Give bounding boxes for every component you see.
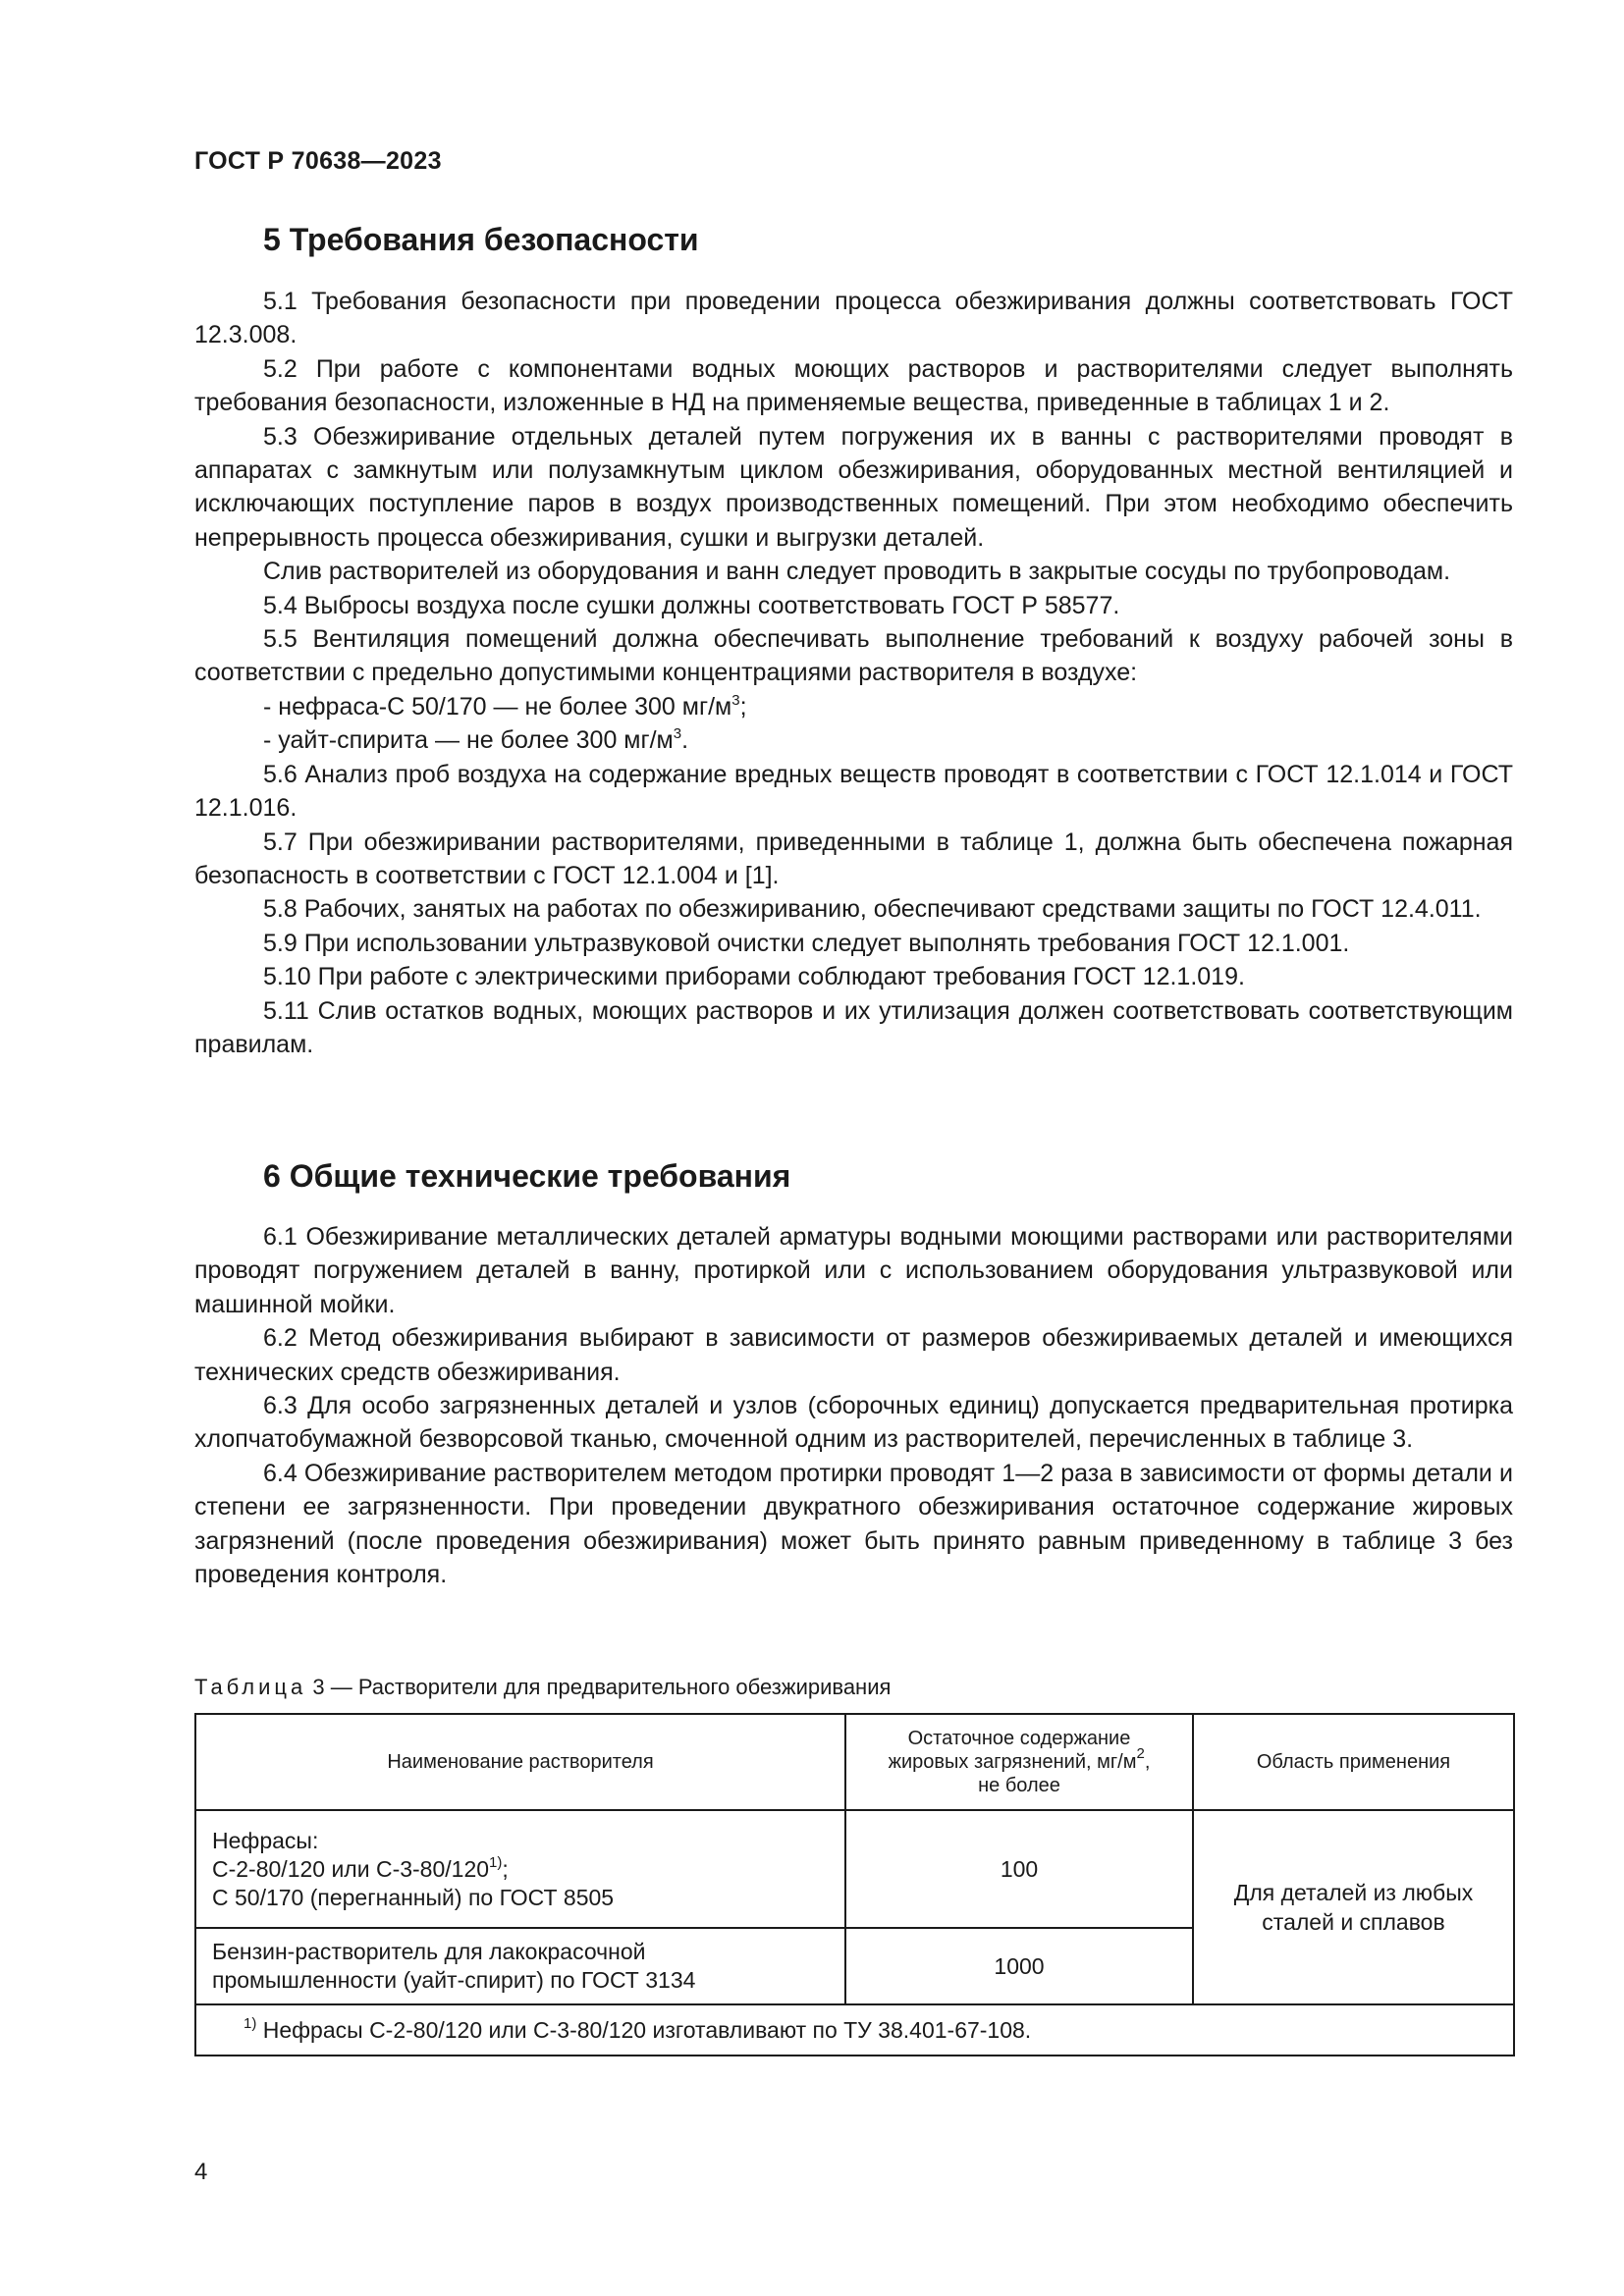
paragraph-5-3-drain: Слив растворителей из оборудования и ванн следует проводить в закрытые сосуды по трубопроводам. xyxy=(263,558,1451,586)
paragraph-5-3: 5.3 Обезжиривание отдельных деталей путем погружения их в ванны с растворителями проводят в аппаратах с замкнутым или полузамкнутым циклом обезжиривания, оборудованных местной вентиляцией и исключающих поступление паров в воздух производственных помещений. При этом необходимо обеспечить непрерывность процесса обезжиривания, сушки и выгрузки деталей. xyxy=(194,422,1513,552)
section-5-heading: 5 Требования безопасности xyxy=(263,222,699,257)
paragraph-6-3: 6.3 Для особо загрязненных деталей и узлов (сборочных единиц) допускается предварительная протирка хлопчатобумажной безворсовой тканью, смоченной одним из растворителей, перечисленных в таблице 3. xyxy=(194,1392,1513,1454)
paragraph-5-5: 5.5 Вентиляция помещений должна обеспечивать выполнение требований к воздуху рабочей зоны в соответствии с предельно допустимыми концентрациями растворителя в воздухе: xyxy=(194,625,1513,687)
header-solvent-name: Наименование растворителя xyxy=(195,1714,845,1810)
cell-solvent-white-spirit: Бензин-растворитель для лакокрасочной промышленности (уайт-спирит) по ГОСТ 3134 xyxy=(195,1928,845,2004)
cell-value-nefras: 100 xyxy=(845,1810,1193,1928)
solvents-table xyxy=(194,1713,1515,2056)
list-item-white-spirit: - уайт-спирита — не более 300 $мг/м^3$. xyxy=(263,725,689,755)
paragraph-6-1: 6.1 Обезжиривание металлических деталей арматуры водными моющими растворами или растворителями проводят погружением деталей в ванну, протиркой или с использованием оборудования ультразвуковой или машинной мойки. xyxy=(194,1223,1513,1318)
table-caption: Таблица 3 — Растворители для предварительного обезжиривания xyxy=(194,1675,892,1699)
cell-value-white-spirit: 1000 xyxy=(845,1928,1193,2004)
table-footnote-row xyxy=(195,2004,1514,2056)
section-6-heading: 6 Общие технические требования xyxy=(263,1158,791,1194)
paragraph-5-1: 5.1 Требования безопасности при проведении процесса обезжиривания должны соответствовать ГОСТ 12.3.008. xyxy=(194,288,1513,349)
header-application-area: Область применения xyxy=(1193,1714,1514,1810)
paragraph-5-4: 5.4 Выбросы воздуха после сушки должны соответствовать ГОСТ Р 58577. xyxy=(263,591,1120,619)
cell-application-area: Для деталей из любых сталей и сплавов xyxy=(1193,1810,1514,2004)
page-number: 4 xyxy=(194,2159,208,2185)
header-residual-content: Остаточное содержание жировых загрязнений, $мг/м^2$, не более xyxy=(845,1714,1193,1810)
paragraph-6-2: 6.2 Метод обезжиривания выбирают в зависимости от размеров обезжириваемых деталей и имеющихся технических средств обезжиривания. xyxy=(194,1324,1513,1386)
paragraph-5-7: 5.7 При обезжиривании растворителями, приведенными в таблице 1, должна быть обеспечена пожарная безопасность в соответствии с ГОСТ 12.1.004 и [1]. xyxy=(194,828,1513,889)
paragraph-6-4: 6.4 Обезжиривание растворителем методом протирки проводят 1—2 раза в зависимости от формы детали и степени ее загрязненности. При проведении двукратного обезжиривания остаточное содержание жировых загрязнений (после проведения обезжиривания) может быть принято равным приведенному в таблице 3 без проведения контроля. xyxy=(194,1459,1513,1589)
paragraph-5-9: 5.9 При использовании ультразвуковой очистки следует выполнять требования ГОСТ 12.1.001. xyxy=(263,929,1350,957)
list-item-nefras: - нефраса-С 50/170 — не более 300 $мг/м^3$; xyxy=(263,691,747,721)
paragraph-5-2: 5.2 При работе с компонентами водных моющих растворов и растворителями следует выполнять требования безопасности, изложенные в НД на применяемые вещества, приведенные в таблицах 1 и 2. xyxy=(194,354,1513,417)
table-row xyxy=(195,1810,1514,1928)
table-footnote: $^{1)}$ Нефрасы С-2-80/120 или С-3-80/120 изготавливают по ТУ 38.401-67-108. xyxy=(195,2004,1514,2056)
table-header-row xyxy=(195,1714,1514,1810)
section-5-body xyxy=(194,285,1513,1061)
paragraph-5-11: 5.11 Слив остатков водных, моющих растворов и их утилизация должен соответствовать соответствующим правилам. xyxy=(194,996,1513,1058)
paragraph-5-10: 5.10 При работе с электрическими приборами соблюдают требования ГОСТ 12.1.019. xyxy=(263,963,1245,991)
standard-designation: ГОСТ Р 70638—2023 xyxy=(194,147,442,175)
paragraph-5-6: 5.6 Анализ проб воздуха на содержание вредных веществ проводят в соответствии с ГОСТ 12.1.014 и ГОСТ 12.1.016. xyxy=(194,760,1513,823)
section-6-body xyxy=(194,1220,1513,1591)
paragraph-5-8: 5.8 Рабочих, занятых на работах по обезжириванию, обеспечивают средствами защиты по ГОСТ 12.4.011. xyxy=(263,895,1482,924)
cell-solvent-nefras: Нефрасы: С-2-80/120 или С-3-80/120$^{1)}$; С 50/170 (перегнанный) по ГОСТ 8505 xyxy=(195,1810,845,1928)
